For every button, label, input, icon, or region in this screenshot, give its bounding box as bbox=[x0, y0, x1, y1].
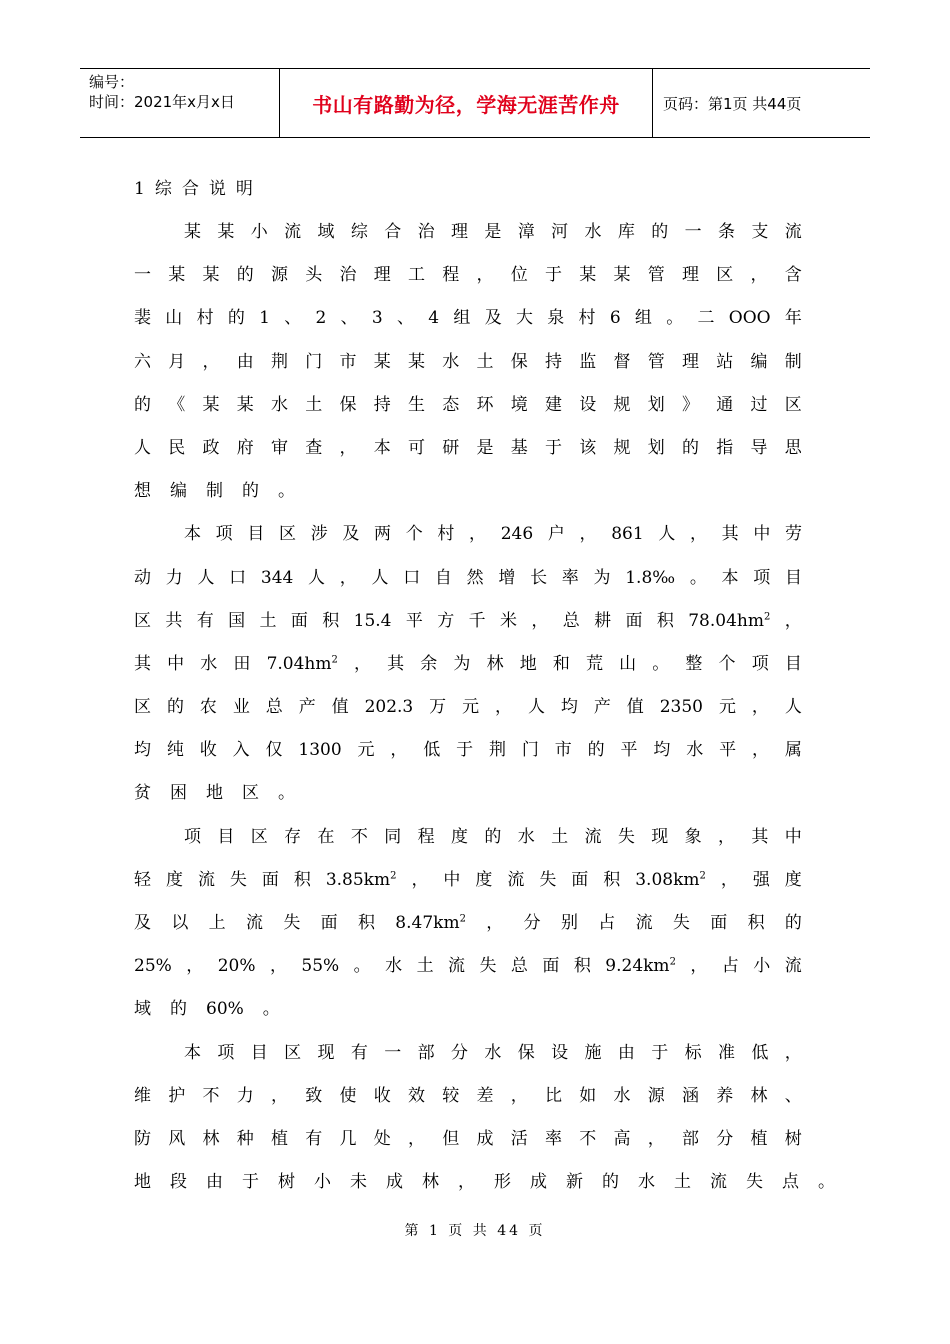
paragraph-line: 及 以 上 流 失 面 积 $8.47km^2$ ， 分 别 占 流 失 面 积 的 bbox=[134, 913, 802, 933]
paragraph-line: 本 项 目 区 现 有 一 部 分 水 保 设 施 由 于 标 准 低 ， bbox=[184, 1042, 802, 1063]
paragraph-line: 人 民 政 府 审 查 ， 本 可 研 是 基 于 该 规 划 的 指 导 思 bbox=[134, 437, 802, 458]
paragraph-line: 本 项 目 区 涉 及 两 个 村 ， 246 户 ， 861 人 ， 其 中 劳 bbox=[184, 524, 802, 545]
paragraph-line: 区 的 农 业 总 产 值 202.3 万 元 ， 人 均 产 值 2350 元 ， 人 bbox=[134, 697, 802, 718]
page-header bbox=[80, 68, 870, 138]
paragraph-line: 区 共 有 国 土 面 积 15.4 平 方 千 米 ， 总 耕 面 积 $78.04hm^2$ ， bbox=[134, 610, 802, 631]
header-motto: 书山有路勤为径，学海无涯苦作舟 bbox=[280, 69, 653, 137]
number-label: 编号： bbox=[89, 73, 135, 91]
time-label: 时间：2021年x月x日 bbox=[89, 93, 235, 111]
document-body bbox=[134, 168, 835, 1204]
paragraph-line: 的 《 某 某 水 土 保 持 生 态 环 境 建 设 规 划 》 通 过 区 bbox=[134, 394, 802, 415]
page-footer: 第 1 页 共 44 页 bbox=[404, 1223, 546, 1239]
paragraph bbox=[134, 513, 802, 815]
section-heading: 1综合说明 bbox=[134, 179, 263, 199]
paragraph-line: 其 中 水 田 $7.04hm^2$ ， 其 余 为 林 地 和 荒 山 。 整 个 项 目 bbox=[134, 653, 802, 674]
paragraph-line: 域 的 60% 。 bbox=[134, 999, 280, 1020]
paragraphs bbox=[134, 211, 835, 1204]
paragraph-line: 均 纯 收 入 仅 1300 元 ， 低 于 荆 门 市 的 平 均 水 平 ， 属 bbox=[134, 740, 802, 761]
paragraph-line: 25% ， 20% ， 55% 。 水 土 流 失 总 面 积 $9.24km^2$ ， 占 小 流 bbox=[134, 956, 802, 977]
header-page-info: 页码：第1页 共44页 bbox=[663, 94, 802, 113]
paragraph-line: 地 段 由 于 树 小 未 成 林 ， 形 成 新 的 水 土 流 失 点 。 bbox=[134, 1172, 835, 1193]
header-meta bbox=[80, 69, 280, 137]
paragraph bbox=[134, 211, 802, 513]
paragraph-line: 贫 困 地 区 。 bbox=[134, 783, 295, 804]
paragraph-line: 想 编 制 的 。 bbox=[134, 481, 295, 502]
paragraph-line: 动 力 人 口 344 人 ， 人 口 自 然 增 长 率 为 1.8‰ 。 本 项 目 bbox=[134, 567, 802, 588]
paragraph-line: 防 风 林 种 植 有 几 处 ， 但 成 活 率 不 高 ， 部 分 植 树 bbox=[134, 1128, 802, 1149]
paragraph-line: 六 月 ， 由 荆 门 市 某 某 水 土 保 持 监 督 管 理 站 编 制 bbox=[134, 351, 802, 372]
paragraph bbox=[134, 1032, 835, 1205]
paragraph-line: 项 目 区 存 在 不 同 程 度 的 水 土 流 失 现 象 ， 其 中 bbox=[184, 826, 802, 847]
paragraph-line: 维 护 不 力 ， 致 使 收 效 较 差 ， 比 如 水 源 涵 养 林 、 bbox=[134, 1085, 802, 1106]
paragraph-line: 裴 山 村 的 1 、 2 、 3 、 4 组 及 大 泉 村 6 组 。 二 OOO 年 bbox=[134, 308, 802, 329]
paragraph-line: 某 某 小 流 域 综 合 治 理 是 漳 河 水 库 的 一 条 支 流 bbox=[184, 222, 802, 242]
paragraph bbox=[134, 816, 802, 1032]
paragraph-line: 一 某 某 的 源 头 治 理 工 程 ， 位 于 某 某 管 理 区 ， 含 bbox=[134, 265, 802, 286]
paragraph-line: 轻 度 流 失 面 积 $3.85km^2$ ， 中 度 流 失 面 积 $3.08km^2$ ， 强 度 bbox=[134, 869, 802, 890]
